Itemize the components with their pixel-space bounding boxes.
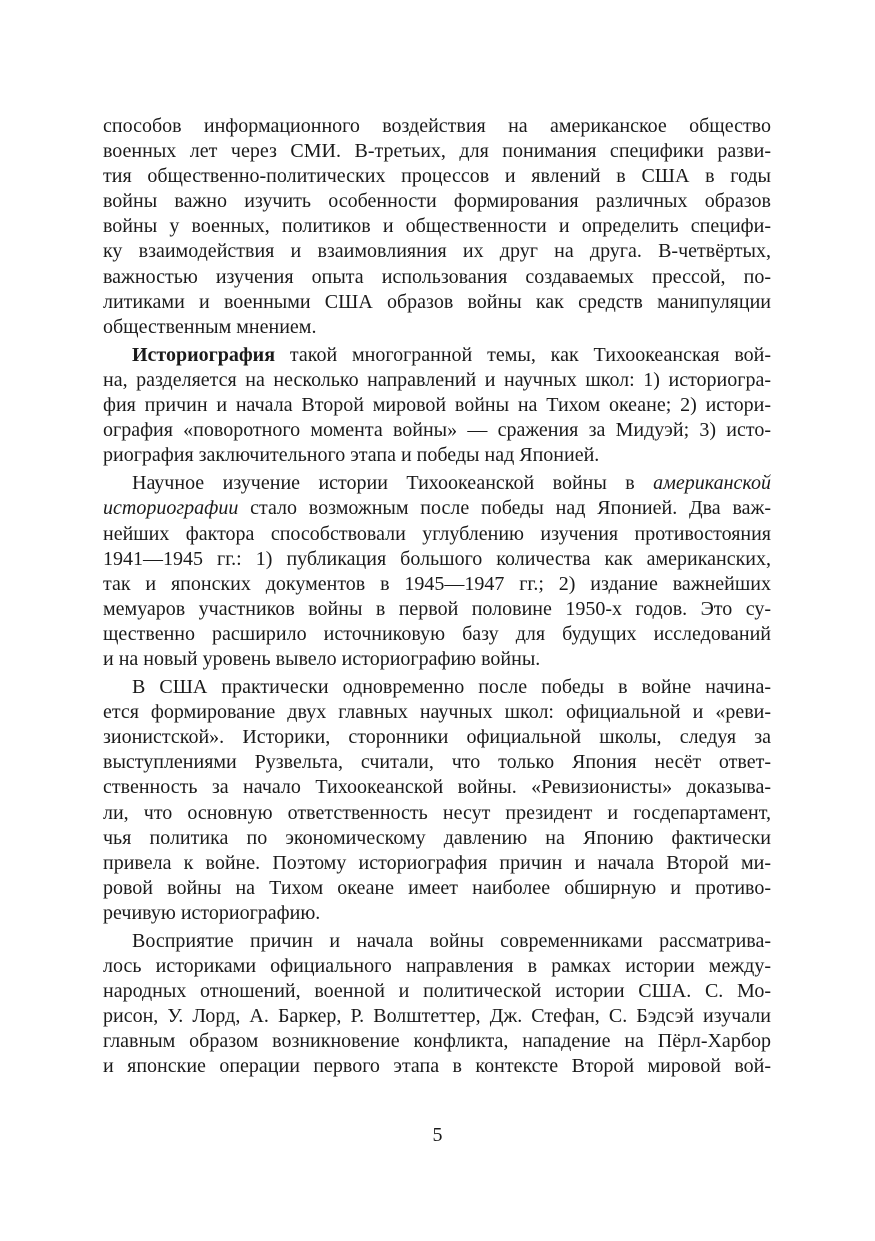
text-line (103, 700, 771, 725)
paragraph (103, 114, 771, 340)
text-line (103, 1029, 771, 1054)
text-line (103, 675, 771, 700)
text-line (103, 775, 771, 800)
text-run: войны у военных, политиков и общественности и определить специфи- (103, 215, 771, 238)
text-line (103, 290, 771, 315)
text-run: риография заключительного этапа и победы над Японией. (103, 444, 600, 467)
text-run: нейших фактора способствовали углублению изучения противостояния (103, 522, 771, 545)
page-number: 5 (432, 1124, 443, 1146)
text-line (103, 315, 771, 340)
text-line (103, 496, 771, 521)
text-line (103, 189, 771, 214)
text-run: общественным мнением. (103, 315, 317, 338)
text-line (103, 547, 771, 572)
text-run: ку взаимодействия и взаимовлияния их друг на друга. В-четвёртых, (103, 240, 771, 263)
text-line (103, 954, 771, 979)
text-run: народных отношений, военной и политической истории США. С. Мо- (103, 980, 771, 1003)
text-line (103, 418, 771, 443)
text-line (103, 876, 771, 901)
text-run: В США практически одновременно после победы в войне начина- (132, 676, 771, 699)
text-run: щественно расширило источниковую базу для будущих исследований (103, 622, 771, 645)
text-line (103, 214, 771, 239)
text-run: тия общественно-политических процессов и явлений в США в годы (103, 165, 771, 188)
text-line (103, 647, 771, 672)
text-run: речивую историографию. (103, 901, 321, 924)
text-line (103, 368, 771, 393)
text-run: такой многогранной темы, как Тихоокеанская вой- (275, 343, 771, 366)
text-line (103, 239, 771, 264)
text-line (103, 343, 771, 368)
text-run: мемуаров участников войны в первой половине 1950-х годов. Это су- (103, 597, 771, 620)
italic-term: историографии (103, 497, 239, 520)
text-line (103, 572, 771, 597)
text-run: чья политика по экономическому давлению на Японию фактически (103, 826, 771, 849)
text-line (103, 597, 771, 622)
italic-term: американской (653, 472, 771, 495)
text-line (103, 929, 771, 954)
text-line (103, 114, 771, 139)
paragraph (103, 343, 771, 468)
text-line (103, 471, 771, 496)
text-line (103, 393, 771, 418)
text-run: важностью изучения опыта использования создаваемых прессой, по- (103, 265, 771, 288)
text-line (103, 622, 771, 647)
text-line (103, 725, 771, 750)
text-run: ли, что основную ответственность несут президент и госдепартамент, (103, 801, 771, 824)
text-line (103, 979, 771, 1004)
text-run: и на новый уровень вывело историографию войны. (103, 647, 541, 670)
text-run: способов информационного воздействия на американское общество (103, 115, 771, 137)
text-run: фия причин и начала Второй мировой войны на Тихом океане; 2) истори- (103, 394, 771, 417)
text-run: стало возможным после победы над Японией. Два важ- (238, 497, 771, 520)
text-run: зионистской». Историки, сторонники официальной школы, следуя за (103, 726, 771, 749)
bold-term: Историография (132, 343, 276, 366)
text-line (103, 851, 771, 876)
text-run: лось историками официального направления в рамках истории между- (103, 955, 771, 978)
text-line (103, 901, 771, 926)
text-run: 1941—1945 гг.: 1) публикация большого количества как американских, (103, 547, 771, 570)
text-line (103, 826, 771, 851)
text-run: ственность за начало Тихоокеанской войны. «Ревизионисты» доказыва- (103, 776, 771, 799)
paragraph (103, 675, 771, 926)
text-line (103, 522, 771, 547)
text-line (103, 164, 771, 189)
text-run: военных лет через СМИ. В-третьих, для понимания специфики разви- (103, 140, 771, 163)
text-run: на, разделяется на несколько направлений и научных школ: 1) историогра- (103, 368, 771, 391)
text-run: ется формирование двух главных научных школ: официальной и «реви- (103, 701, 771, 724)
text-line (103, 265, 771, 290)
text-run: литиками и военными США образов войны как средств манипуляции (103, 290, 771, 313)
text-line (103, 443, 771, 468)
paragraph (103, 929, 771, 1080)
text-line (103, 1004, 771, 1029)
text-run: рисон, У. Лорд, А. Баркер, Р. Волштеттер, Дж. Стефан, С. Бэдсэй изучали (103, 1005, 771, 1028)
text-run: ровой войны на Тихом океане имеет наиболее обширную и противо- (103, 876, 771, 899)
text-run: так и японских документов в 1945—1947 гг.; 2) издание важнейших (103, 572, 771, 595)
body-text (103, 114, 771, 1080)
text-run: Научное изучение истории Тихоокеанской войны в (132, 472, 654, 495)
text-run: главным образом возникновение конфликта, нападение на Пёрл-Харбор (103, 1030, 771, 1053)
text-run: войны важно изучить особенности формирования различных образов (103, 190, 771, 213)
text-run: и японские операции первого этапа в контексте Второй мировой вой- (103, 1055, 771, 1078)
text-line (103, 1054, 771, 1079)
text-line (103, 750, 771, 775)
text-run: ография «поворотного момента войны» — сражения за Мидуэй; 3) исто- (103, 419, 771, 442)
text-line (103, 801, 771, 826)
text-line (103, 139, 771, 164)
text-run: выступлениями Рузвельта, считали, что только Япония несёт ответ- (103, 751, 771, 774)
text-run: Восприятие причин и начала войны современниками рассматрива- (132, 930, 771, 952)
paragraph (103, 471, 771, 672)
text-run: привела к войне. Поэтому историография причин и начала Второй ми- (103, 851, 771, 874)
